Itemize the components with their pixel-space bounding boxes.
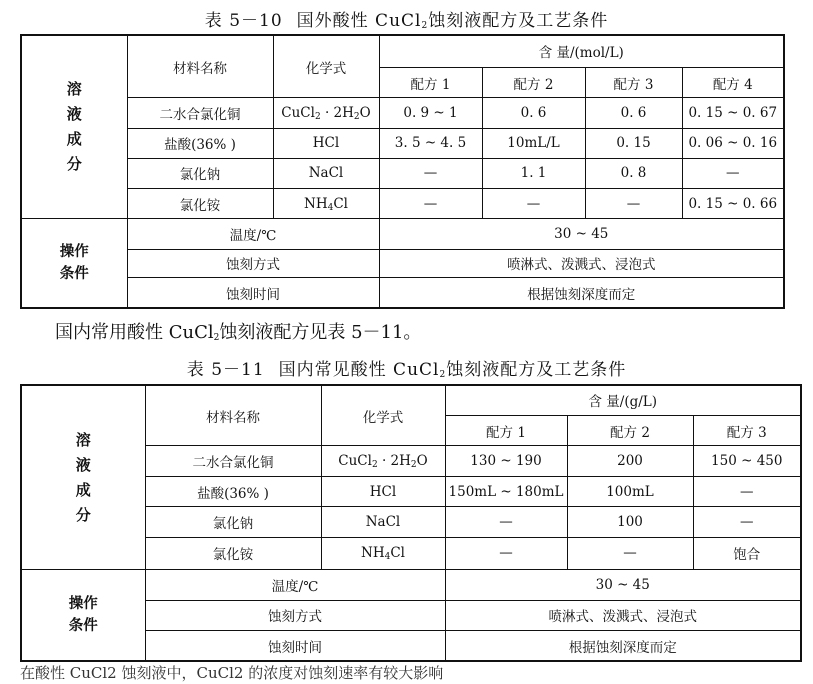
body-paragraph: 国内常用酸性 CuCl$_2$蚀刻液配方见表 5－11。 — [55, 322, 422, 343]
table-5-11 — [20, 384, 802, 662]
header-recipe-1: 配方 1 — [379, 67, 482, 97]
value-cell: 0. 9 ~ 1 — [379, 98, 482, 128]
table-row — [21, 128, 784, 158]
formula: $NH_4Cl$ — [321, 537, 445, 569]
header-recipe-1: 配方 1 — [445, 415, 567, 445]
ops-row — [21, 570, 801, 600]
material-name: 氯化铵 — [127, 189, 273, 219]
material-name: 盐酸(36% ) — [127, 128, 273, 158]
value-cell: 1. 1 — [482, 158, 585, 188]
value-cell: 0. 8 — [585, 158, 682, 188]
formula: CuCl$_2$ · $2H_2O$ — [321, 446, 445, 476]
value-cell: — — [445, 507, 567, 537]
caption-text-post: 蚀刻液配方及工艺条件 — [428, 11, 609, 31]
caption-number: 表 5－10 — [204, 11, 283, 31]
formula: $NH_4Cl$ — [273, 189, 379, 219]
ops-value: 喷淋式、泼溅式、浸泡式 — [379, 249, 784, 277]
value-cell: — — [693, 476, 801, 506]
header-material-name: 材料名称 — [145, 385, 321, 446]
value-cell: 100 — [567, 507, 693, 537]
value-cell: 0. 6 — [585, 98, 682, 128]
value-cell: 0. 6 — [482, 98, 585, 128]
header-content: 含 量/(g/L) — [445, 385, 801, 415]
value-cell: — — [585, 189, 682, 219]
caption-text-pre: 国外酸性 CuCl — [296, 11, 422, 31]
value-cell: — — [682, 158, 784, 188]
caption-subscript: 2 — [421, 21, 429, 31]
ops-label: 蚀刻时间 — [127, 278, 379, 308]
ops-label: 温度/℃ — [145, 570, 445, 600]
value-cell: 0. 15 ~ 0. 66 — [682, 189, 784, 219]
ops-row — [21, 249, 784, 277]
ops-label: 蚀刻方式 — [145, 600, 445, 630]
ops-label: 温度/℃ — [127, 219, 379, 249]
ops-value: 30 ~ 45 — [379, 219, 784, 249]
operation-group-label: 操作 条件 — [21, 219, 127, 308]
value-cell: 3. 5 ~ 4. 5 — [379, 128, 482, 158]
material-name: 氯化铵 — [145, 537, 321, 569]
caption-text-post: 蚀刻液配方及工艺条件 — [446, 360, 627, 380]
value-cell: 150mL ~ 180mL — [445, 476, 567, 506]
header-content: 含 量/(mol/L) — [379, 35, 784, 67]
caption-number: 表 5－11 — [186, 360, 265, 380]
ops-label: 蚀刻时间 — [145, 631, 445, 661]
value-cell: 0. 06 ~ 0. 16 — [682, 128, 784, 158]
value-cell: 10mL/L — [482, 128, 585, 158]
value-cell: — — [482, 189, 585, 219]
value-cell: 130 ~ 190 — [445, 446, 567, 476]
value-cell: 200 — [567, 446, 693, 476]
material-name: 二水合氯化铜 — [145, 446, 321, 476]
header-material-name: 材料名称 — [127, 35, 273, 98]
value-cell: 100mL — [567, 476, 693, 506]
header-formula: 化学式 — [273, 35, 379, 98]
value-cell: — — [445, 537, 567, 569]
header-formula: 化学式 — [321, 385, 445, 446]
value-cell: — — [567, 537, 693, 569]
caption-text-pre: 国内常见酸性 CuCl — [278, 360, 440, 380]
header-recipe-3: 配方 3 — [585, 67, 682, 97]
operation-group-label: 操作 条件 — [21, 570, 145, 661]
table-row — [21, 158, 784, 188]
table-5-11-caption — [0, 355, 813, 380]
value-cell: — — [693, 507, 801, 537]
material-name: 氯化钠 — [127, 158, 273, 188]
formula: NaCl — [273, 158, 379, 188]
truncated-next-paragraph: 在酸性 CuCl2 蚀刻液中，CuCl2 的浓度对蚀刻速率有较大影响 — [20, 664, 444, 682]
caption-subscript: 2 — [439, 370, 447, 380]
formula: HCl — [273, 128, 379, 158]
value-cell: — — [379, 189, 482, 219]
value-cell: 0. 15 ~ 0. 67 — [682, 98, 784, 128]
table-row — [21, 98, 784, 128]
ops-row — [21, 278, 784, 308]
ops-row — [21, 219, 784, 249]
table-5-10 — [20, 34, 785, 309]
ops-value: 30 ~ 45 — [445, 570, 801, 600]
ops-value: 根据蚀刻深度而定 — [379, 278, 784, 308]
header-recipe-2: 配方 2 — [482, 67, 585, 97]
table-row — [21, 189, 784, 219]
formula: NaCl — [321, 507, 445, 537]
header-recipe-4: 配方 4 — [682, 67, 784, 97]
ops-label: 蚀刻方式 — [127, 249, 379, 277]
material-name: 氯化钠 — [145, 507, 321, 537]
value-cell: — — [379, 158, 482, 188]
composition-group-label: 溶 液 成 分 — [21, 35, 127, 219]
ops-value: 根据蚀刻深度而定 — [445, 631, 801, 661]
value-cell: 饱合 — [693, 537, 801, 569]
table-5-10-caption — [0, 6, 813, 31]
ops-value: 喷淋式、泼溅式、浸泡式 — [445, 600, 801, 630]
header-recipe-2: 配方 2 — [567, 415, 693, 445]
header-recipe-3: 配方 3 — [693, 415, 801, 445]
value-cell: 0. 15 — [585, 128, 682, 158]
material-name: 二水合氯化铜 — [127, 98, 273, 128]
material-name: 盐酸(36% ) — [145, 476, 321, 506]
formula: CuCl$_2$ · $2H_2O$ — [273, 98, 379, 128]
composition-group-label: 溶 液 成 分 — [21, 385, 145, 570]
formula: HCl — [321, 476, 445, 506]
value-cell: 150 ~ 450 — [693, 446, 801, 476]
